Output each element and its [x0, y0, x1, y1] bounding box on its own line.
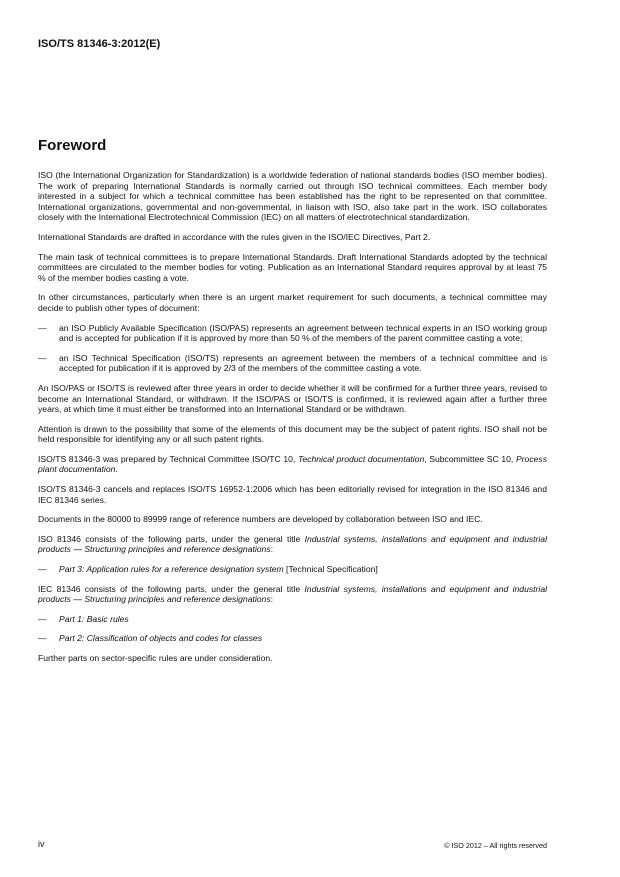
text-run: . [115, 464, 118, 475]
paragraph: ISO (the International Organization for Standardization) is a worldwide federation of national standards bodies (ISO member bodies). The work of preparing International Standards is normally carried out through ISO technical committees. Each member body interested in a subject for which a technical committee has been established has the right to be represented on that committee. International organizations, governmental and non-governmental, in liaison with ISO, also take part in the work. ISO collaborates closely with the International Electrotechnical Commission (IEC) on all matters of electrotechnical standardization. [38, 170, 547, 223]
list-item [38, 323, 547, 344]
general-title: Industrial systems, installations and equipment and industrial products — Structuring principles and reference designations [38, 583, 548, 605]
page-number: iv [38, 839, 45, 849]
text-run: ISO/TS 81346-3 was prepared by Technical Committee ISO/TC 10, [38, 453, 298, 464]
paragraph: Further parts on sector-specific rules are under consideration. [38, 653, 273, 663]
paragraph [38, 584, 547, 605]
paragraph: In other circumstances, particularly when there is an urgent market requirement for such documents, a technical committee may decide to publish other types of document: [38, 292, 547, 313]
copyright-notice: © ISO 2012 – All rights reserved [444, 841, 547, 850]
part-title: Part 2: Classification of objects and codes for classes [59, 633, 263, 644]
paragraph [38, 454, 547, 475]
list-item-text: an ISO Technical Specification (ISO/TS) represents an agreement between the members of a technical committee and is accepted for publication if it is approved by 2/3 of the members of the committee casting a vote. [59, 352, 547, 374]
paragraph [38, 534, 547, 555]
text-run: : [270, 544, 274, 555]
dash-marker: — [38, 322, 47, 333]
list-item-text [59, 564, 547, 575]
text-run: , Subcommittee SC 10, [424, 453, 516, 464]
part-title: Part 3: Application rules for a reference designation system [59, 564, 284, 575]
list-item-text: an ISO Publicly Available Specification (ISO/PAS) represents an agreement between technical experts in an ISO working group and is accepted for publication if it is approved by more than 50 % of the members of the parent committee casting a vote; [59, 322, 547, 344]
general-title: Industrial systems, installations and equipment and industrial products — Structuring principles and reference designations [38, 533, 547, 555]
page-title: Foreword [38, 137, 107, 154]
dash-marker: — [38, 352, 47, 363]
text-run: : [270, 594, 274, 605]
dash-marker: — [38, 633, 47, 644]
paragraph: International Standards are drafted in accordance with the rules given in the ISO/IEC Directives, Part 2. [38, 231, 431, 242]
text-run: ISO 81346 consists of the following parts, under the general title [38, 533, 305, 544]
part-title: Part 1: Basic rules [59, 613, 129, 624]
list-item [38, 633, 547, 644]
list-item [38, 564, 547, 575]
document-header: ISO/TS 81346-3:2012(E) [38, 38, 161, 50]
paragraph: An ISO/PAS or ISO/TS is reviewed after three years in order to decide whether it will be confirmed for a further three years, revised to become an International Standard, or withdrawn. If the ISO/PAS or ISO/TS is confirmed, it is reviewed again after a further three years, at which time it must either be transformed into an International Standard or be withdrawn. [38, 382, 547, 415]
list-item [38, 614, 547, 625]
text-run: IEC 81346 consists of the following parts, under the general title [38, 583, 305, 594]
subcommittee-title: Process plant documentation [38, 453, 547, 475]
paragraph: ISO/TS 81346-3 cancels and replaces ISO/TS 16952-1:2006 which has been editorially revised for integration in the ISO 81346 and IEC 81346 series. [38, 484, 547, 505]
text-run: [Technical Specification] [283, 564, 378, 575]
document-body [38, 170, 547, 673]
paragraph: Documents in the 80000 to 89999 range of reference numbers are developed by collaboration between ISO and IEC. [38, 514, 483, 525]
list-item [38, 353, 547, 374]
dash-marker: — [38, 613, 47, 624]
dash-marker: — [38, 564, 47, 575]
committee-title: Technical product documentation [297, 453, 425, 464]
paragraph: Attention is drawn to the possibility that some of the elements of this document may be the subject of patent rights. ISO shall not be held responsible for identifying any or all such patent rights. [38, 423, 547, 445]
paragraph: The main task of technical committees is to prepare International Standards. Draft International Standards adopted by the technical committees are circulated to the member bodies for voting. Publication as an International Standard requires approval by at least 75 % of the member bodies casting a vote. [38, 251, 547, 283]
